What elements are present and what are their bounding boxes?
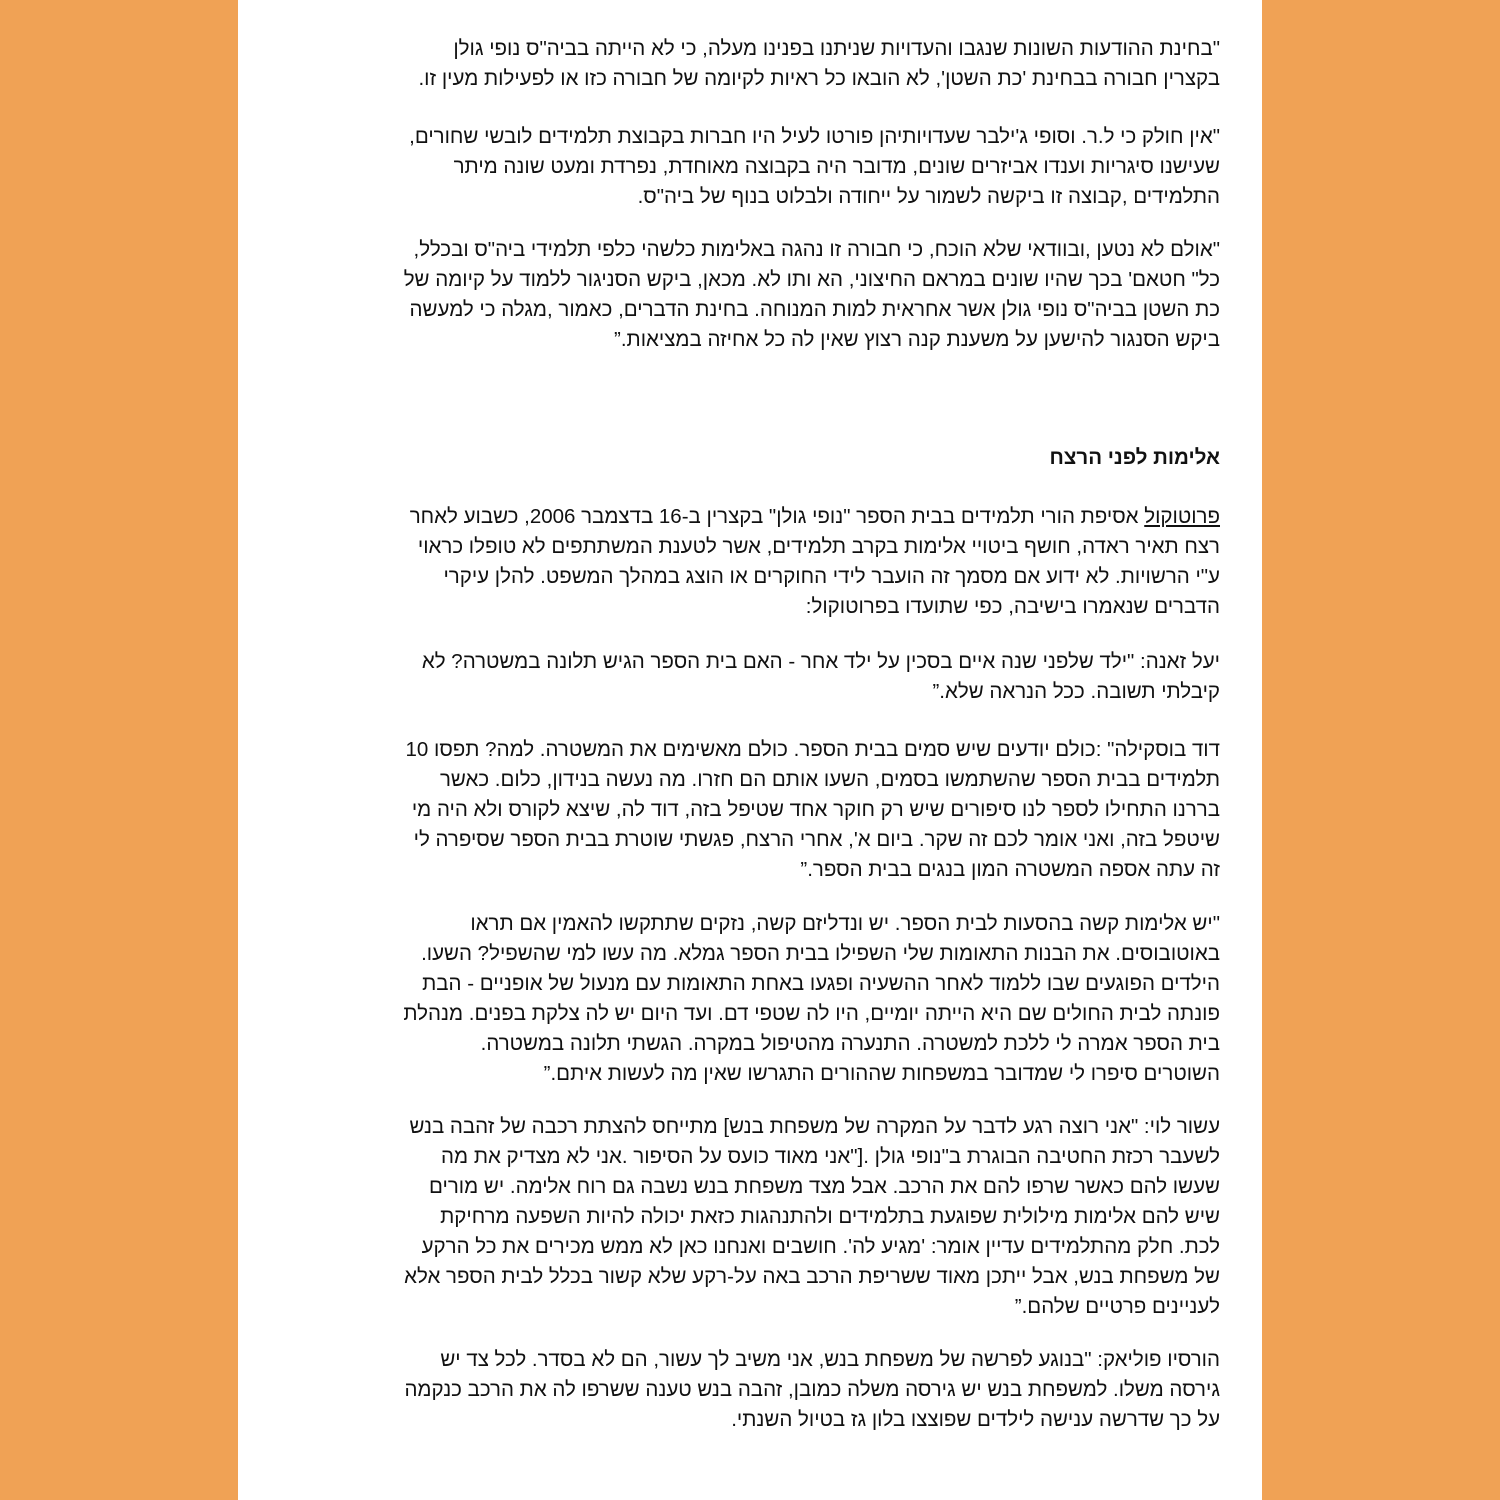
document-page: [238, 0, 1262, 1500]
text-line: רצח תאיר ראדה, חושף ביטויי אלימות בקרב תלמידים, אשר לטענת המשתתפים לא טופלו כראוי: [417, 535, 1220, 558]
paragraph-1: [272, 34, 1220, 94]
section-heading: [272, 443, 1220, 473]
text-line: "יש אלימות קשה בהסעות לבית הספר. יש ונדליזם קשה, נזקים שתתקשו להאמין אם תראו: [470, 912, 1220, 935]
text-line: הורסיו פוליאק: "בנוגע לפרשה של משפחת בנש, אני משיב לך עשור, הם לא בסדר. לכל צד יש: [440, 1348, 1220, 1371]
text-line: [272, 502, 1220, 532]
protocol-first-line: אסיפת הורי תלמידים בבית הספר "נופי גולן" בקצרין ב-16 בדצמבר 2006, כשבוע לאחר: [409, 505, 1145, 528]
protocol-link-text: פרוטוקול: [1144, 505, 1220, 528]
text-line: לכת. חלק מהתלמידים עדיין אומר: 'מגיע לה'. חושבים ואנחנו כאן לא ממש מכירים את כל הרקע: [421, 1235, 1220, 1258]
text-line: ע"י הרשויות. לא ידוע אם מסמך זה הועבר לידי החוקרים או הוצג במהלך המשפט. להלן עיקרי: [443, 565, 1220, 588]
text-line: יעל זאנה: "ילד שלפני שנה איים בסכין על ילד אחר - האם בית הספר הגיש תלונה במשטרה? לא: [421, 650, 1220, 673]
text-line: ביקש הסנגור להישען על משענת קנה רצוץ שאין לה כל אחיזה במציאות.”: [614, 328, 1220, 351]
text-line: "בחינת ההודעות השונות שנגבו והעדויות שניתנו בפנינו מעלה, כי לא הייתה בביה"ס נופי גולן: [453, 37, 1220, 60]
text-line: בררנו התחילו לספר לנו סיפורים שיש רק חוקר אחד שטיפל בזה, דוד לה, שיצא לקורס ולא היה מי: [411, 798, 1220, 821]
paragraph-3: [272, 235, 1220, 355]
text-line: באוטובוסים. את הבנות התאומות שלי השפילו בבית הספר גמלא. מה עשו למי שהשפיל? השעו.: [421, 942, 1220, 965]
text-line: בקצרין חבורה בבחינת 'כת השטן', לא הובאו כל ראיות לקיומה של חבורה כזו או לפעילות מעין זו.: [418, 67, 1220, 90]
text-line: "אין חולק כי ל.ר. וסופי ג'ילבר שעדויותיהן פורטו לעיל היו חברות בקבוצת תלמידים לובשי שחורים,: [409, 125, 1220, 148]
text-line: של משפחת בנש, אבל ייתכן מאוד ששריפת הרכב באה על-רקע שלא קשור בכלל לבית הספר אלא: [404, 1265, 1220, 1288]
text-line: כל" חטאם' בכך שהיו שונים במראם החיצוני, הא ותו לא. מכאן, ביקש הסניגור ללמוד על קיומה של: [403, 268, 1220, 291]
text-line: השוטרים סיפרו לי שמדובר במשפחות שההורים התגרשו שאין מה לעשות איתם.”: [543, 1062, 1220, 1085]
paragraph-asor-levi: [272, 1112, 1220, 1322]
paragraph-yael-zana: [272, 647, 1220, 707]
text-line: קיבלתי תשובה. ככל הנראה שלא.”: [932, 680, 1220, 703]
text-line: התלמידים ,קבוצה זו ביקשה לשמור על ייחודה ולבלוט בנוף של ביה"ס.: [637, 185, 1220, 208]
paragraph-horacio-poliak: [272, 1345, 1220, 1435]
text-line: תלמידים בבית הספר שהשתמשו בסמים, השעו אותם הם חזרו. מה נעשה בנידון, כלום. כאשר: [439, 768, 1220, 791]
paragraph-david-buskila: [272, 735, 1220, 885]
text-line: עשור לוי: "אני רוצה רגע לדבר על המקרה של משפחת בנש] מתייחס להצתת רכבה של זהבה בנש: [409, 1115, 1220, 1138]
text-line: שעישנו סיגריות וענדו אביזרים שונים, מדובר היה בקבוצה מאוחדת, נפרדת ומעט שונה מיתר: [453, 155, 1220, 178]
text-line: שיש להם אלימות מילולית שפוגעת בתלמידים ולהתנהגות כזאת יכולה להיות השפעה מרחיקת: [440, 1205, 1220, 1228]
text-line: זה עתה אספה המשטרה המון בנגים בבית הספר.”: [800, 858, 1220, 881]
text-line: על כך שדרשה ענישה לילדים שפוצצו בלון גז בטיול השנתי.: [731, 1408, 1220, 1431]
paragraph-transport-violence: [272, 909, 1220, 1089]
text-line: פונתה לבית החולים שם היא הייתה יומיים, היו לה שטפי דם. ועד היום יש לה צלקת בפנים. מנהלת: [403, 1002, 1220, 1025]
text-line: דוד בוסקילה" :כולם יודעים שיש סמים בבית הספר. כולם מאשימים את המשטרה. למה? תפסו 10: [405, 738, 1220, 761]
text-line: גירסה משלו. למשפחת בנש יש גירסה משלה כמובן, זהבה בנש טענה ששרפו לה את הרכב כנקמה: [404, 1378, 1220, 1401]
text-line: בית הספר אמרה לי ללכת למשטרה. התנערה מהטיפול במקרה. הגשתי תלונה במשטרה.: [480, 1032, 1220, 1055]
text-line: שעשו להם כאשר שרפו להם את הרכב. אבל מצד משפחת בנש נשבה גם רוח אלימה. יש מורים: [429, 1175, 1220, 1198]
heading-text: אלימות לפני הרצח: [1049, 446, 1220, 469]
text-line: הילדים הפוגעים שבו ללמוד לאחר ההשעיה ופגעו באחת התאומות עם מנעול של אופניים - הבת: [422, 972, 1220, 995]
text-line: לעניינים פרטיים שלהם.”: [1014, 1295, 1220, 1318]
text-line: כת השטן בביה"ס נופי גולן אשר אחראית למות המנוחה. בחינת הדברים, כאמור ,מגלה כי למעשה: [409, 298, 1220, 321]
protocol-intro: [272, 502, 1220, 622]
text-line: "אולם לא נטען ,ובוודאי שלא הוכח, כי חבורה זו נהגה באלימות כלשהי כלפי תלמידי ביה"ס ובכלל,: [413, 238, 1220, 261]
paragraph-2: [272, 122, 1220, 212]
text-line: שיטפל בזה, ואני אומר לכם זה שקר. ביום א', אחרי הרצח, פגשתי שוטרת בבית הספר שסיפרה לי: [413, 828, 1220, 851]
text-line: לשעבר רכזת החטיבה הבוגרת ב"נופי גולן .["אני מאוד כועס על הסיפור .אני לא מצדיק את מה: [441, 1145, 1220, 1168]
text-line: הדברים שנאמרו בישיבה, כפי שתועדו בפרוטוקול:: [805, 595, 1220, 618]
